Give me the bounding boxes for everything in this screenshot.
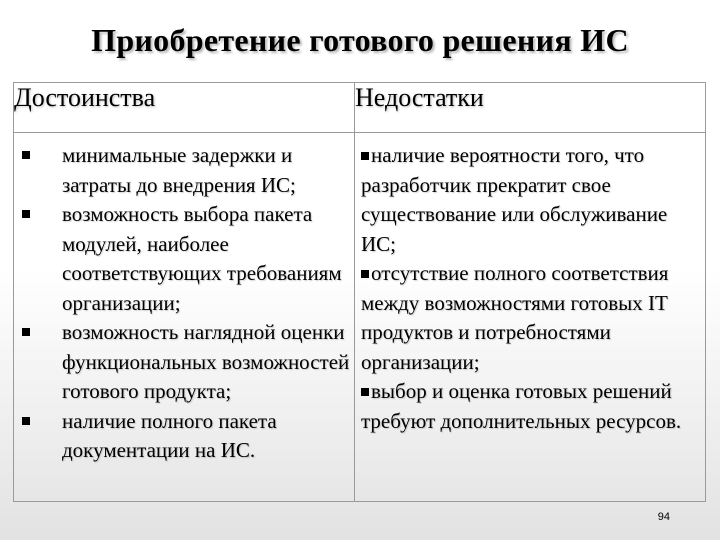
black-square-bullet-icon bbox=[361, 388, 369, 396]
disadvantages-list bbox=[355, 133, 705, 436]
black-square-bullet-icon bbox=[22, 210, 30, 218]
disadvantage-item-2 bbox=[361, 259, 701, 377]
table-body-row bbox=[14, 133, 706, 502]
disadvantage-item-1 bbox=[361, 141, 701, 259]
black-square-bullet-icon bbox=[361, 270, 369, 278]
advantage-item-1 bbox=[14, 141, 350, 200]
black-square-bullet-icon bbox=[22, 328, 30, 336]
table-header-row bbox=[14, 83, 706, 133]
comparison-table bbox=[13, 82, 706, 502]
disadvantage-text-2: отсутствие полного соответствия между возможностями готовых IT продуктов и потребностями организации; bbox=[361, 261, 669, 374]
advantage-text-3: возможность наглядной оценки функциональных возможностей готового продукта; bbox=[62, 320, 350, 403]
slide-title: Приобретение готового решения ИС bbox=[91, 22, 629, 58]
disadvantage-text-1: наличие вероятности того, что разработчик прекратит свое существование или обслуживание ИС; bbox=[361, 143, 668, 256]
advantage-text-4: наличие полного пакета документации на ИС. bbox=[62, 408, 277, 462]
disadvantages-cell bbox=[355, 133, 706, 502]
advantage-item-3 bbox=[14, 318, 350, 407]
header-advantages: Достоинства bbox=[14, 83, 355, 133]
black-square-bullet-icon bbox=[361, 152, 369, 160]
page-number: 94 bbox=[657, 511, 670, 523]
advantage-item-2 bbox=[14, 200, 350, 318]
header-disadvantages: Недостатки bbox=[355, 83, 706, 133]
advantages-list bbox=[14, 133, 354, 466]
advantage-item-4 bbox=[14, 407, 350, 466]
disadvantage-text-3: выбор и оценка готовых решений требуют дополнительных ресурсов. bbox=[361, 379, 682, 433]
black-square-bullet-icon bbox=[22, 417, 30, 425]
disadvantage-item-3 bbox=[361, 377, 701, 436]
advantages-cell bbox=[14, 133, 355, 502]
black-square-bullet-icon bbox=[22, 151, 30, 159]
advantage-text-1: минимальные задержки и затраты до внедрения ИС; bbox=[62, 143, 296, 197]
advantage-text-2: возможность выбора пакета модулей, наиболее соответствующих требованиям организации; bbox=[62, 202, 342, 315]
